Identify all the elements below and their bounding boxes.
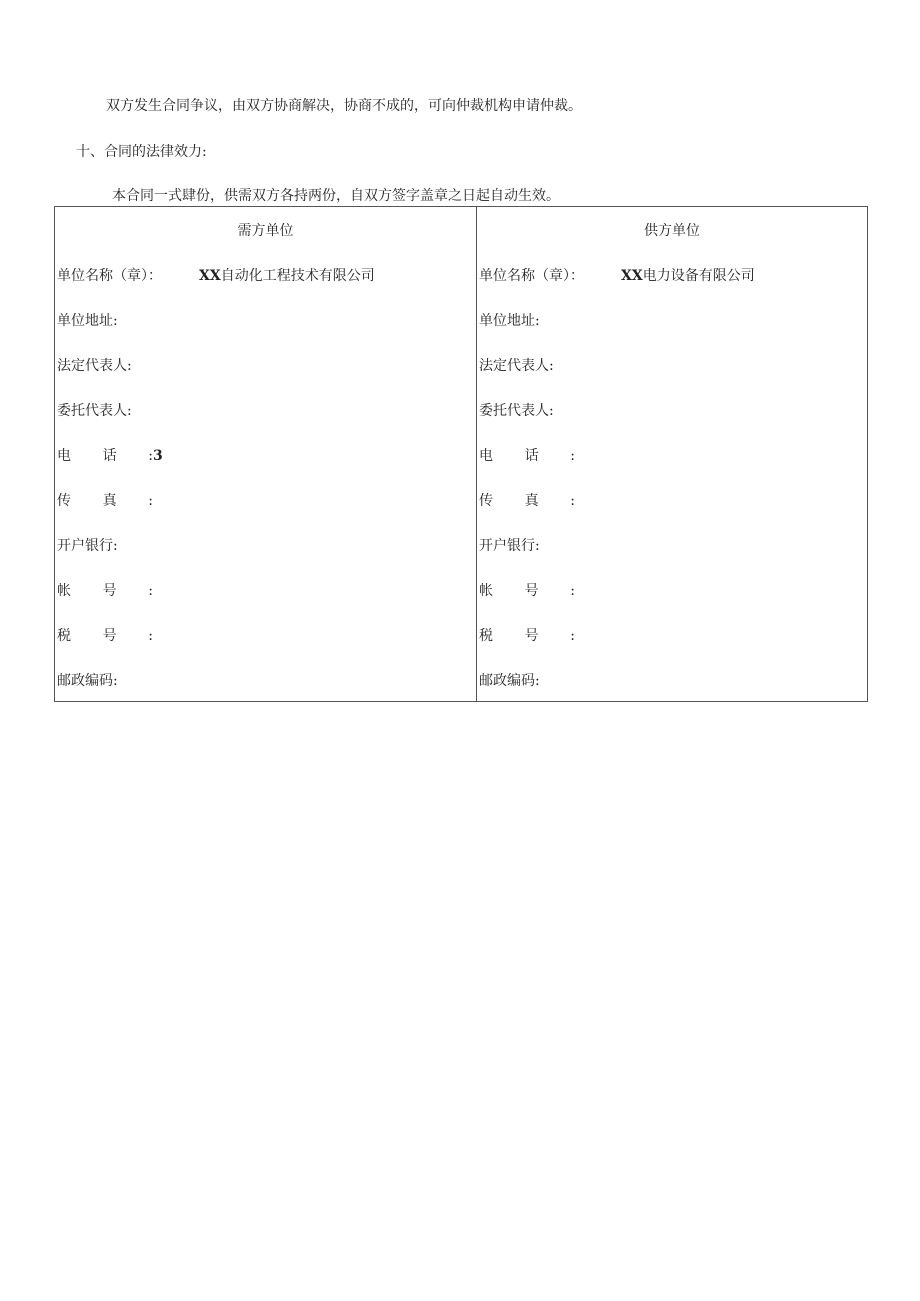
seller-fax-label: [479, 491, 575, 511]
buyer-address-row: [57, 311, 118, 331]
buyer-fax-label-b: 真:: [102, 493, 153, 509]
buyer-tax-row: [57, 626, 153, 646]
seller-fax-label-a: 传: [479, 493, 525, 509]
seller-account-label: [479, 581, 575, 601]
seller-bank-label: 开户银行:: [479, 538, 540, 554]
buyer-name-suffix: 自动化工程技术有限公司: [220, 268, 375, 284]
seller-fax-label-b: 真:: [524, 493, 575, 509]
signature-table: [54, 206, 868, 702]
buyer-phone-value: 3: [153, 448, 163, 464]
seller-name-row: [479, 266, 755, 286]
dispute-clause: 双方发生合同争议，由双方协商解决，协商不成的，可向仲裁机构申请仲裁。: [106, 98, 582, 114]
seller-account-row: [479, 581, 575, 601]
buyer-address-label: 单位地址:: [57, 313, 118, 329]
seller-address-row: [479, 311, 540, 331]
seller-name-prefix: XX: [621, 268, 643, 284]
seller-bank-row: [479, 536, 540, 556]
seller-account-label-b: 号:: [524, 583, 575, 599]
seller-phone-label: [479, 446, 575, 466]
seller-legal-rep-row: [479, 356, 554, 376]
buyer-phone-label-b: 话:: [102, 448, 153, 464]
buyer-fax-label-a: 传: [57, 493, 103, 509]
seller-header: 供方单位: [644, 223, 700, 239]
seller-agent-row: [479, 401, 554, 421]
seller-phone-label-a: 电: [479, 448, 525, 464]
buyer-agent-label: 委托代表人:: [57, 403, 132, 419]
buyer-postcode-row: [57, 671, 118, 691]
buyer-tax-label-a: 税: [57, 628, 103, 644]
buyer-account-label-a: 帐: [57, 583, 103, 599]
buyer-tax-label-b: 号:: [102, 628, 153, 644]
buyer-phone-row: [57, 446, 163, 466]
seller-fax-row: [479, 491, 575, 511]
buyer-bank-label: 开户银行:: [57, 538, 118, 554]
section-ten-heading: 十、合同的法律效力:: [76, 144, 207, 160]
seller-name-label: 单位名称（章）：: [479, 268, 584, 284]
buyer-account-label-b: 号:: [102, 583, 153, 599]
seller-legal-rep-label: 法定代表人:: [479, 358, 554, 374]
buyer-fax-row: [57, 491, 153, 511]
seller-postcode-label: 邮政编码:: [479, 673, 540, 689]
buyer-postcode-label: 邮政编码:: [57, 673, 118, 689]
seller-address-label: 单位地址:: [479, 313, 540, 329]
seller-name-value: [621, 266, 755, 286]
buyer-name-row: [57, 266, 375, 286]
buyer-phone-label: [57, 446, 153, 466]
seller-tax-label: [479, 626, 575, 646]
buyer-name-label: 单位名称（章）：: [57, 268, 162, 284]
buyer-phone-label-a: 电: [57, 448, 103, 464]
buyer-tax-label: [57, 626, 153, 646]
buyer-legal-rep-label: 法定代表人:: [57, 358, 132, 374]
seller-name-suffix: 电力设备有限公司: [642, 268, 755, 284]
seller-phone-row: [479, 446, 575, 466]
seller-phone-label-b: 话:: [524, 448, 575, 464]
buyer-agent-row: [57, 401, 132, 421]
buyer-header: 需方单位: [237, 223, 294, 239]
buyer-bank-row: [57, 536, 118, 556]
effect-clause: 本合同一式肆份，供需双方各持两份，自双方签字盖章之日起自动生效。: [112, 188, 560, 204]
seller-tax-label-b: 号:: [524, 628, 575, 644]
buyer-fax-label: [57, 491, 153, 511]
buyer-account-row: [57, 581, 153, 601]
buyer-legal-rep-row: [57, 356, 132, 376]
buyer-name-value: [199, 266, 375, 286]
buyer-name-prefix: XX: [199, 268, 221, 284]
seller-agent-label: 委托代表人:: [479, 403, 554, 419]
buyer-column: [55, 207, 477, 702]
buyer-account-label: [57, 581, 153, 601]
seller-account-label-a: 帐: [479, 583, 525, 599]
seller-postcode-row: [479, 671, 540, 691]
seller-column: [477, 207, 868, 702]
seller-tax-label-a: 税: [479, 628, 525, 644]
seller-tax-row: [479, 626, 575, 646]
